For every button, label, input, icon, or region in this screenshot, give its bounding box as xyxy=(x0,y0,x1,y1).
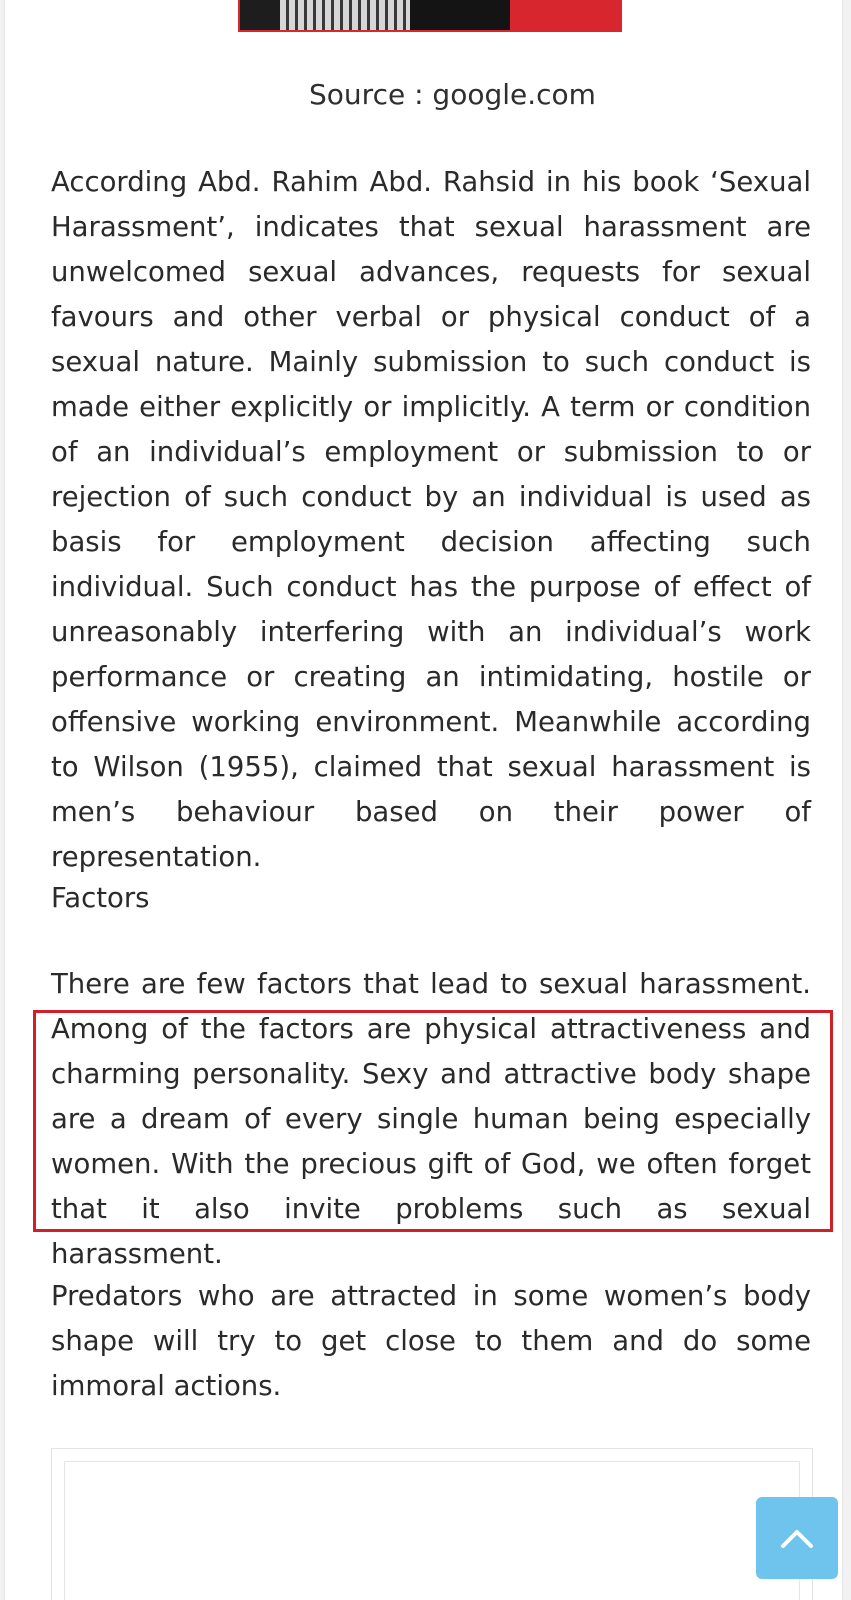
embedded-content-inner xyxy=(64,1461,800,1600)
section-heading-factors: Factors xyxy=(51,882,150,914)
article-paragraph-factors: There are few factors that lead to sexual harassment. Among of the factors are physical attractiveness and charming personality. Sexy and attractive body shape are a dream of every single human being especially women. With the precious gift of God, we often forget that it also invite problems such as sexual harassment. xyxy=(51,968,811,1270)
article-page xyxy=(5,0,842,1600)
article-paragraph-definition: According Abd. Rahim Abd. Rahsid in his book ‘Sexual Harassment’, indicates that sexual harassment are unwelcomed sexual advances, requests for sexual favours and other verbal or physical conduct of a sexual nature. Mainly submission to such conduct is made either explicitly or implicitly. A term or condition of an individual’s employment or submission to or rejection of such conduct by an individual is used as basis for employment decision affecting such individual. Such conduct has the purpose of effect of unreasonably interfering with an individual’s work performance or creating an intimidating, hostile or offensive working environment. Meanwhile according to Wilson (1955), claimed that sexual harassment is men’s behaviour based on their power of representation. xyxy=(51,166,811,873)
scroll-to-top-button[interactable] xyxy=(756,1497,838,1579)
article-paragraph-predators: Predators who are attracted in some women’s body shape will try to get close to them and do some immoral actions. xyxy=(51,1280,811,1402)
image-caption: Source : google.com xyxy=(309,78,596,111)
chevron-up-icon xyxy=(780,1527,814,1549)
embedded-content-frame xyxy=(51,1448,813,1600)
article-image xyxy=(238,0,622,32)
